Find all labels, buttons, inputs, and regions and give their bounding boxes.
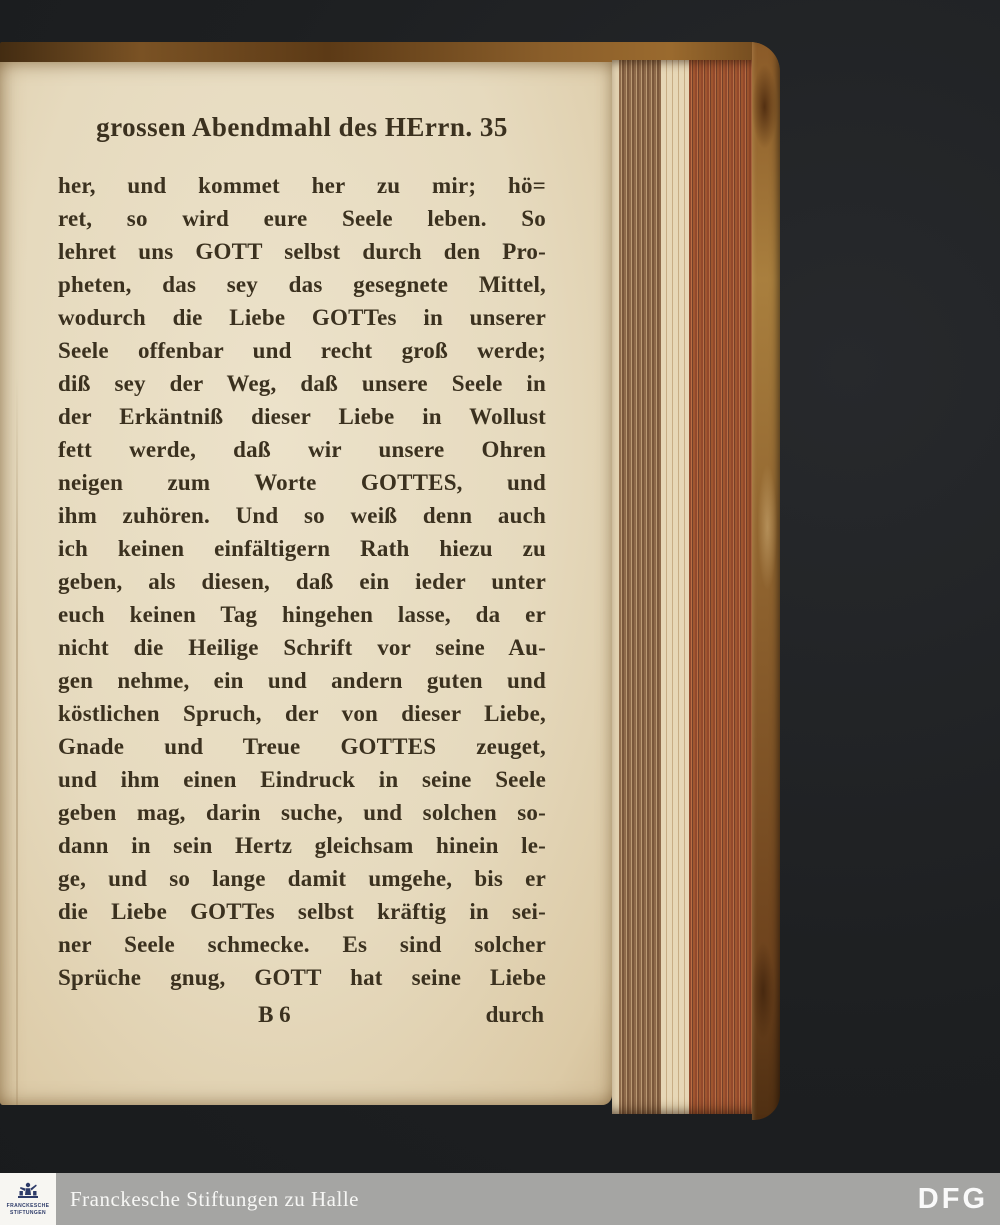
body-line: Sprüche gnug, GOTT hat seine Liebe bbox=[58, 965, 546, 990]
body-line: neigen zum Worte GOTTES, und bbox=[58, 470, 546, 495]
running-header: grossen Abendmahl des HErrn. 35 bbox=[96, 112, 508, 142]
page-content bbox=[58, 112, 546, 1031]
dfg-logo: DFG bbox=[917, 1182, 988, 1215]
body-line: nicht die Heilige Schrift vor seine Au- bbox=[58, 635, 546, 660]
logo-text-line: FRANCKESCHE bbox=[6, 1203, 50, 1209]
body-line: die Liebe GOTTes selbst kräftig in sei- bbox=[58, 899, 546, 924]
signature-row bbox=[58, 998, 546, 1031]
body-line: dann in sein Hertz gleichsam hinein le- bbox=[58, 833, 546, 858]
body-line: ge, und so lange damit umgehe, bis er bbox=[58, 866, 546, 891]
logo-text-line: STIFTUNGEN bbox=[10, 1210, 46, 1216]
body-line: fett werde, daß wir unsere Ohren bbox=[58, 437, 546, 462]
footer-bar bbox=[0, 1173, 1000, 1225]
page-body bbox=[58, 169, 546, 994]
body-line: Gnade und Treue GOTTES zeuget, bbox=[58, 734, 546, 759]
body-line: wodurch die Liebe GOTTes in unserer bbox=[58, 305, 546, 330]
body-line: geben mag, darin suche, und solchen so- bbox=[58, 800, 546, 825]
body-line: her, und kommet her zu mir; hö= bbox=[58, 173, 546, 198]
body-line: ret, so wird eure Seele leben. So bbox=[58, 206, 546, 231]
book-page bbox=[0, 62, 612, 1105]
body-line: ich keinen einfältigern Rath hiezu zu bbox=[58, 536, 546, 561]
body-line: Seele offenbar und recht groß werde; bbox=[58, 338, 546, 363]
body-line: geben, als diesen, daß ein ieder unter bbox=[58, 569, 546, 594]
franckesche-stiftungen-logo bbox=[0, 1173, 56, 1225]
body-line: euch keinen Tag hingehen lasse, da er bbox=[58, 602, 546, 627]
body-line: lehret uns GOTT selbst durch den Pro- bbox=[58, 239, 546, 264]
signature-mark: B 6 bbox=[258, 1002, 291, 1027]
book-fore-edge-pages bbox=[612, 60, 752, 1114]
body-line: pheten, das sey das gesegnete Mittel, bbox=[58, 272, 546, 297]
franckesche-emblem-icon bbox=[15, 1182, 41, 1202]
book-cover-right-edge bbox=[752, 42, 780, 1120]
catchword: durch bbox=[485, 1002, 544, 1027]
book-scan bbox=[0, 42, 780, 1120]
body-line: köstlichen Spruch, der von dieser Liebe, bbox=[58, 701, 546, 726]
body-line: der Erkäntniß dieser Liebe in Wollust bbox=[58, 404, 546, 429]
body-line: diß sey der Weg, daß unsere Seele in bbox=[58, 371, 546, 396]
institution-name: Franckesche Stiftungen zu Halle bbox=[70, 1186, 359, 1211]
body-line: ner Seele schmecke. Es sind solcher bbox=[58, 932, 546, 957]
book-cover-top-edge bbox=[0, 42, 780, 62]
body-line: und ihm einen Eindruck in seine Seele bbox=[58, 767, 546, 792]
body-line: gen nehme, ein und andern guten und bbox=[58, 668, 546, 693]
body-line: ihm zuhören. Und so weiß denn auch bbox=[58, 503, 546, 528]
